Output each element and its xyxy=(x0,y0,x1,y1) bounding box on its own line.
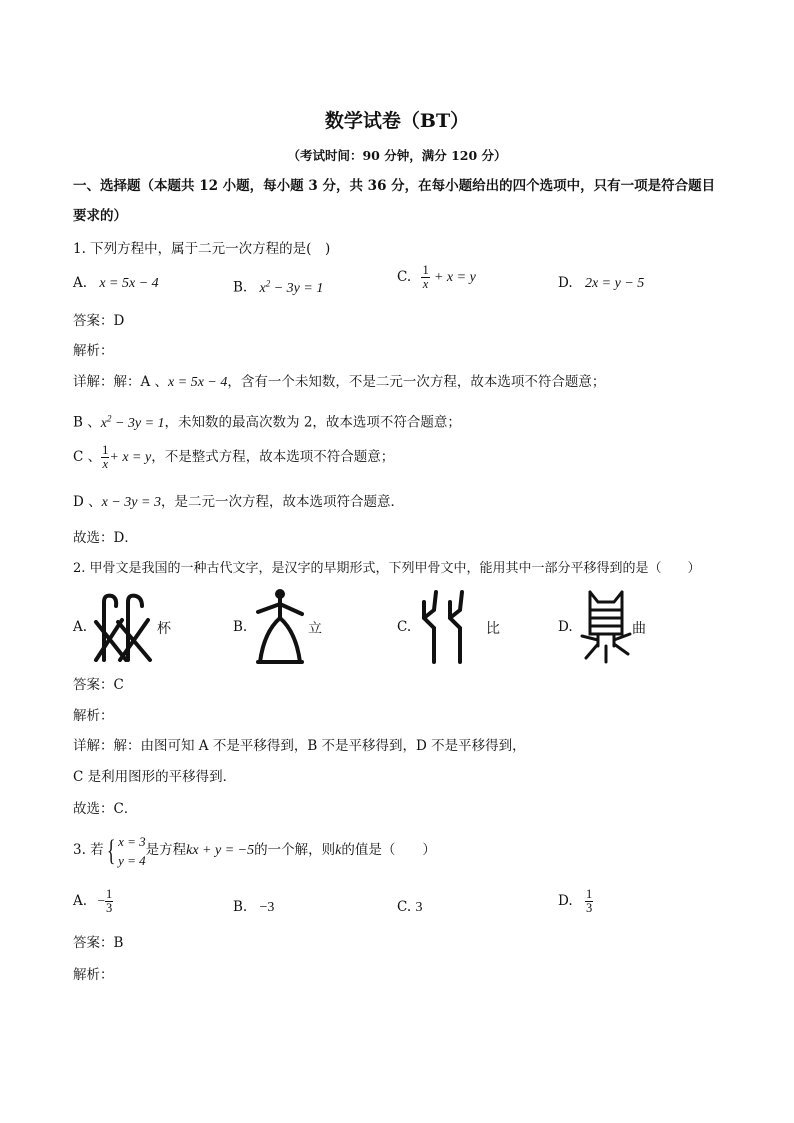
q3-option-c xyxy=(397,898,422,917)
q3-stem-eq: kx + y = −5 xyxy=(186,843,255,858)
q3-option-c-label: C. xyxy=(397,899,412,915)
q3-stem-pre: 3. 若 xyxy=(73,842,104,858)
q1-option-c-frac xyxy=(421,264,429,291)
q3-analysis-label: 解析： xyxy=(73,967,114,983)
q1-detail-c-post: ，不是整式方程，故本选项不符合题意； xyxy=(151,449,395,465)
q1-option-d-expr: 2x = y − 5 xyxy=(584,276,645,291)
q1-option-c-label: C. xyxy=(397,269,412,285)
q1-option-c xyxy=(397,264,476,291)
q1-detail-b-sup: 2 xyxy=(106,413,112,423)
q2-conclusion: 故选：C． xyxy=(73,801,138,817)
q3-option-d-num: 1 xyxy=(585,887,593,901)
q1-detail-a xyxy=(73,373,605,392)
q2-option-b-char: 立 xyxy=(308,621,322,637)
q3-option-b-expr: −3 xyxy=(259,900,275,915)
q1-answer: 答案：D xyxy=(73,313,125,329)
q2-option-a-label: A. xyxy=(73,619,88,635)
q3-system-line2: y = 4 xyxy=(118,852,146,868)
q3-option-a xyxy=(73,888,113,915)
q1-option-a xyxy=(73,274,159,293)
q3-option-a-frac xyxy=(105,888,113,915)
q1-option-b-expr-pre: x xyxy=(259,280,266,296)
q2-option-c-label: C. xyxy=(397,619,412,635)
q2-analysis-label: 解析： xyxy=(73,708,114,724)
oracle-glyph-d-image xyxy=(578,588,634,664)
q3-option-d-label: D. xyxy=(558,893,573,909)
q2-option-d-label: D. xyxy=(558,619,573,635)
q1-detail-b-pre: B 、 xyxy=(73,414,101,431)
q2-option-c-char: 比 xyxy=(486,621,500,637)
q3-option-d-frac xyxy=(585,888,593,915)
q3-system-line1: x = 3 xyxy=(118,833,146,849)
section-heading-line1: 一、选择题（本题共 12 小题，每小题 3 分，共 36 分，在每小题给出的四个选项中，只有一项是符合题目 xyxy=(73,178,716,194)
q3-stem-mid: 是方程 xyxy=(145,842,187,858)
q1-detail-d-post: ，是二元一次方程，故本选项符合题意． xyxy=(160,494,404,510)
q1-option-a-label: A. xyxy=(73,275,88,291)
q3-option-a-label: A. xyxy=(73,893,88,909)
q3-brace: { xyxy=(106,833,116,867)
q3-stem-post: 的值是（ ） xyxy=(341,842,436,858)
q1-detail-b-expr-post: − 3y = 1 xyxy=(111,415,165,431)
q1-detail-d-expr: x − 3y = 3 xyxy=(101,495,161,510)
q1-analysis-label: 解析： xyxy=(73,343,114,359)
section-heading-line2: 要求的） xyxy=(73,208,127,224)
q1-detail-c-num: 1 xyxy=(102,443,109,457)
q3-stem-mid2: 的一个解，则 xyxy=(254,842,336,858)
q1-detail-c xyxy=(73,444,394,471)
q3-stem xyxy=(73,830,436,871)
page-title: 数学试卷（BT） xyxy=(324,110,470,132)
q1-option-c-post: + x = y xyxy=(433,270,476,285)
q1-stem: 1. 下列方程中，属于二元一次方程的是( ) xyxy=(73,241,331,257)
q3-option-d-den: 3 xyxy=(585,901,593,915)
q3-stem-k: k xyxy=(335,843,342,858)
oracle-glyph-c-image xyxy=(414,588,474,666)
q3-option-b xyxy=(233,898,274,917)
q2-detail-line1: 详解：解：由图可知 A 不是平移得到，B 不是平移得到，D 不是平移得到， xyxy=(73,738,526,754)
q1-option-c-num: 1 xyxy=(422,263,429,277)
q3-option-a-num: 1 xyxy=(105,887,113,901)
q3-option-c-expr: 3 xyxy=(415,900,423,915)
q1-option-d xyxy=(558,274,644,293)
q1-detail-a-pre: 详解：解：A 、 xyxy=(73,374,169,390)
q1-detail-a-expr: x = 5x − 4 xyxy=(168,375,228,390)
q1-detail-c-den: x xyxy=(102,457,109,471)
q1-option-d-label: D. xyxy=(558,275,573,291)
q1-detail-c-expr: + x = y xyxy=(109,450,152,465)
q1-detail-d-pre: D 、 xyxy=(73,494,102,510)
oracle-glyph-a-image xyxy=(92,590,154,662)
q1-option-b xyxy=(233,274,323,298)
q3-answer: 答案：B xyxy=(73,935,124,951)
exam-info: （考试时间：90 分钟，满分 120 分） xyxy=(287,148,507,163)
q1-option-b-expr-post: − 3y = 1 xyxy=(270,280,324,296)
q2-option-a-char: 杯 xyxy=(157,621,171,637)
q3-system xyxy=(118,832,146,870)
q1-option-b-sup: 2 xyxy=(265,278,271,288)
q1-option-b-label: B. xyxy=(233,279,248,296)
q3-option-a-den: 3 xyxy=(105,901,113,915)
q2-option-d-char: 曲 xyxy=(632,621,646,637)
q1-detail-b-expr-pre: x xyxy=(100,415,107,431)
q1-option-a-expr: x = 5x − 4 xyxy=(99,276,159,291)
q1-option-c-den: x xyxy=(422,277,429,291)
q1-detail-d xyxy=(73,493,404,512)
q2-detail-line2: C 是利用图形的平移得到． xyxy=(73,769,237,785)
q2-stem: 2. 甲骨文是我国的一种古代文字，是汉字的早期形式，下列甲骨文中，能用其中一部分平移得到的是（ ） xyxy=(73,561,701,576)
q1-detail-c-pre: C 、 xyxy=(73,449,102,465)
q3-option-a-sign: − xyxy=(97,893,105,908)
q2-option-b-label: B. xyxy=(233,619,248,635)
q1-detail-b xyxy=(73,409,461,433)
q1-detail-a-post: ，含有一个未知数，不是二元一次方程，故本选项不符合题意； xyxy=(227,374,606,390)
oracle-glyph-b-image xyxy=(252,588,308,666)
q3-option-b-label: B. xyxy=(233,899,248,915)
q1-detail-b-post: ，未知数的最高次数为 2，故本选项不符合题意； xyxy=(164,414,461,431)
q1-conclusion: 故选：D． xyxy=(73,530,138,546)
q3-option-d xyxy=(558,888,593,915)
q2-answer: 答案：C xyxy=(73,677,124,693)
